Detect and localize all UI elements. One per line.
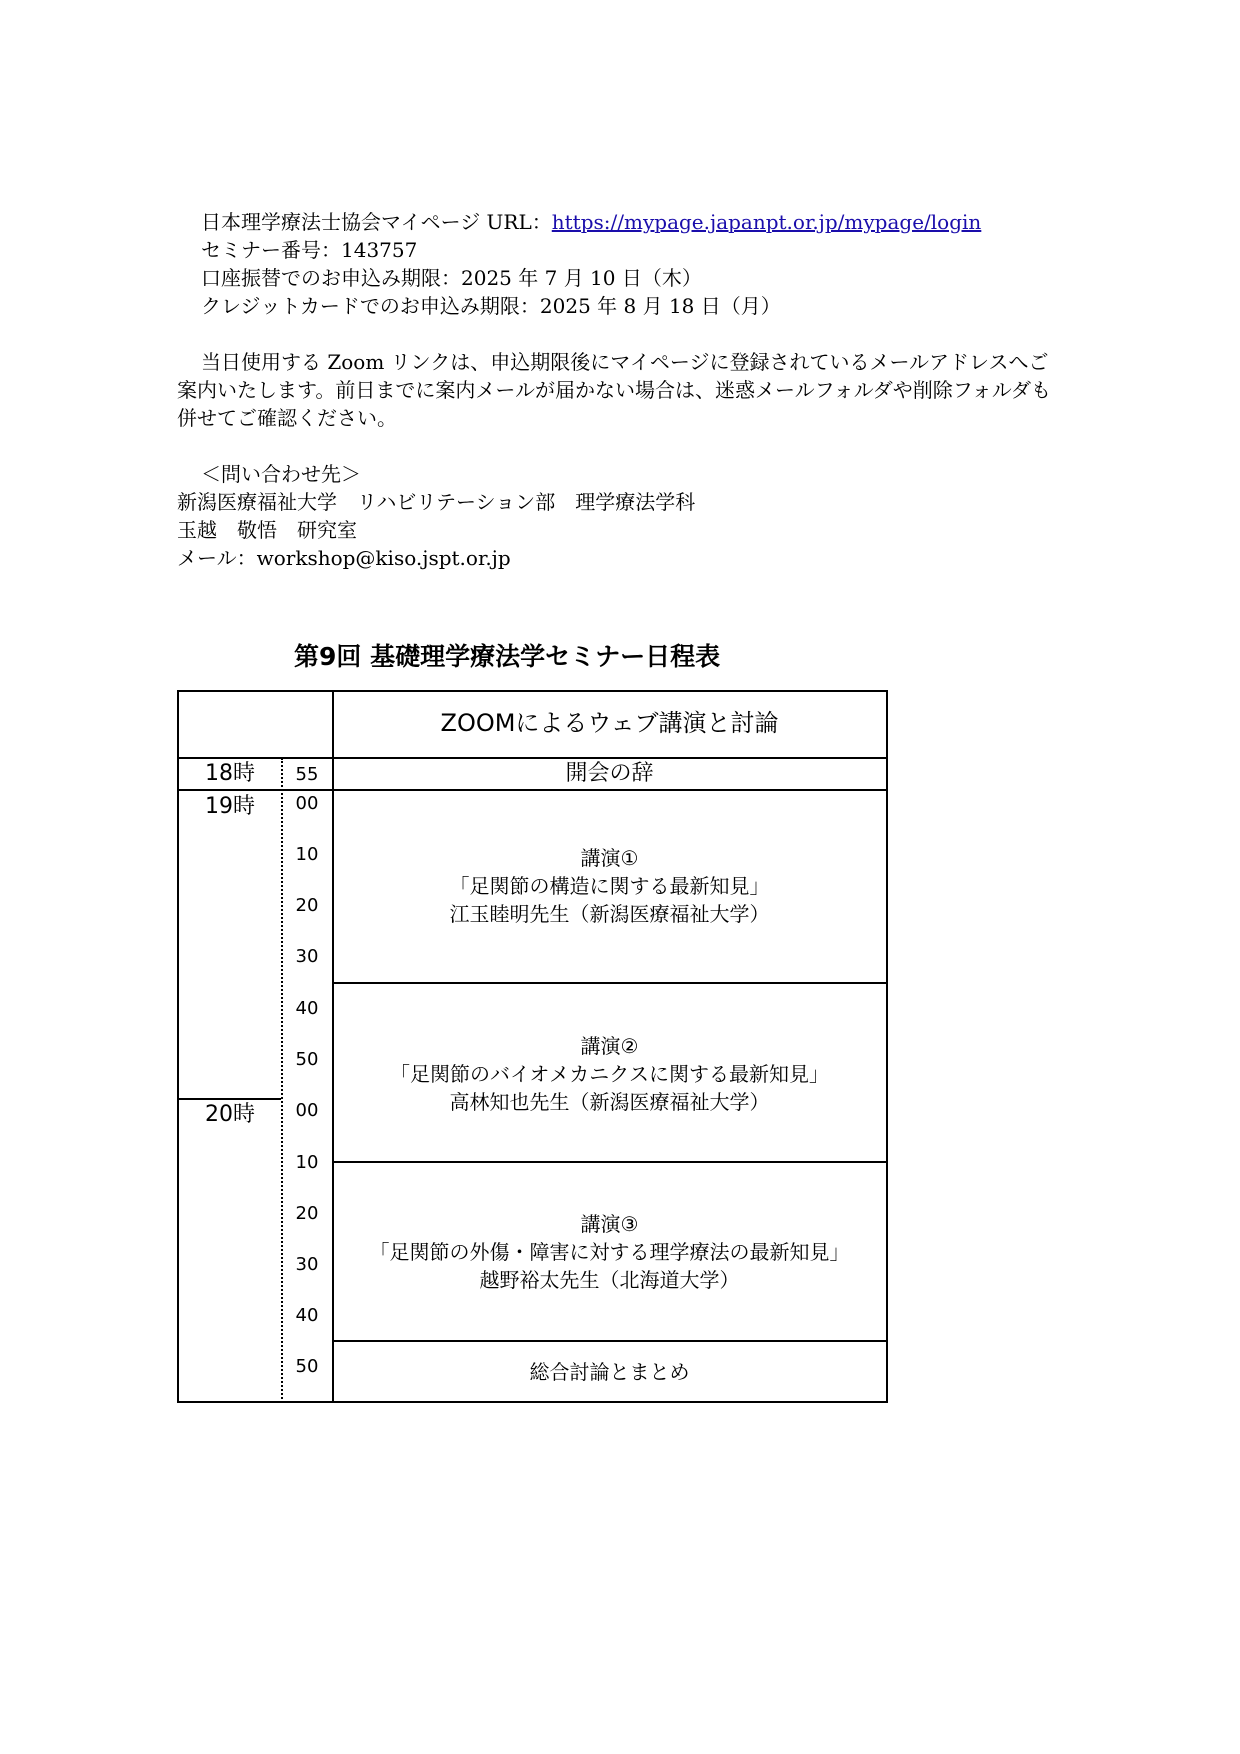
- opening-remarks: 開会の辞: [565, 761, 654, 786]
- minute-label: 50: [295, 1356, 319, 1377]
- opening-rule: [179, 789, 886, 791]
- closing-discussion: 総合討論とまとめ: [529, 1360, 690, 1384]
- table-header: ZOOMによるウェブ講演と討論: [440, 709, 779, 737]
- lecture-label: 講演①: [580, 846, 639, 870]
- lecture-label: 講演③: [580, 1212, 639, 1236]
- schedule-table: [177, 690, 888, 1403]
- minute-label: 00: [295, 1100, 319, 1121]
- mypage-label: 日本理学療法士協会マイページ URL：: [201, 210, 552, 234]
- notice-paragraph: 当日使用する Zoom リンクは、申込期限後にマイページに登録されているメールアドレスへご案内いたします。前日までに案内メールが届かない場合は、迷惑メールフォルダや削除フォルダも併せてご確認ください。: [177, 350, 1051, 430]
- minute-label: 20: [295, 1203, 319, 1224]
- mypage-line: [177, 208, 1077, 236]
- hour-19: 19時: [205, 794, 255, 819]
- contact-person: 玉越 敬悟 研究室: [177, 518, 357, 542]
- minute-label: 40: [295, 1305, 319, 1326]
- minute-label: 30: [295, 1254, 319, 1275]
- lecture-1: [333, 844, 886, 928]
- lecture-topic: 「足関節のバイオメカニクスに関する最新知見」: [390, 1062, 829, 1086]
- lecture-topic: 「足関節の外傷・障害に対する理学療法の最新知見」: [369, 1240, 850, 1264]
- lecture-3: [333, 1210, 886, 1294]
- contact-block: [177, 460, 1077, 572]
- minute-label: 50: [295, 1049, 319, 1070]
- minute-label: 30: [295, 946, 319, 967]
- card-deadline: クレジットカードでのお申込み期限：2025 年 8 月 18 日（月）: [201, 294, 781, 318]
- lecture3-rule: [333, 1340, 886, 1342]
- minute-label: 40: [295, 998, 319, 1019]
- hour-18: 18時: [205, 761, 255, 786]
- bank-deadline: 口座振替でのお申込み期限：2025 年 7 月 10 日（木）: [201, 266, 702, 290]
- lecture2-rule: [333, 1161, 886, 1163]
- lecture-speaker: 高林知也先生（新潟医療福祉大学）: [449, 1090, 770, 1114]
- mypage-link[interactable]: https://mypage.japanpt.or.jp/mypage/login: [551, 210, 982, 234]
- contact-heading: ＜問い合わせ先＞: [201, 462, 361, 486]
- lecture-2: [333, 1032, 886, 1116]
- minute-label: 00: [295, 793, 319, 814]
- hour-20: 20時: [205, 1102, 255, 1127]
- minute-label: 55: [295, 764, 319, 785]
- contact-org: 新潟医療福祉大学 リハビリテーション部 理学療法学科: [177, 490, 696, 514]
- lecture-speaker: 江玉睦明先生（新潟医療福祉大学）: [449, 902, 770, 926]
- contact-email: メール：workshop@kiso.jspt.or.jp: [177, 546, 511, 570]
- info-block: [177, 208, 1077, 572]
- lecture-topic: 「足関節の構造に関する最新知見」: [449, 874, 770, 898]
- minute-label: 20: [295, 895, 319, 916]
- schedule-title: 第9回 基礎理学療法学セミナー日程表: [294, 642, 721, 671]
- minute-label: 10: [295, 1152, 319, 1173]
- minute-label: 10: [295, 844, 319, 865]
- lecture-label: 講演②: [580, 1034, 639, 1058]
- seminar-number: セミナー番号：143757: [201, 238, 418, 262]
- lecture-speaker: 越野裕太先生（北海道大学）: [479, 1268, 740, 1292]
- lecture1-rule: [333, 982, 886, 984]
